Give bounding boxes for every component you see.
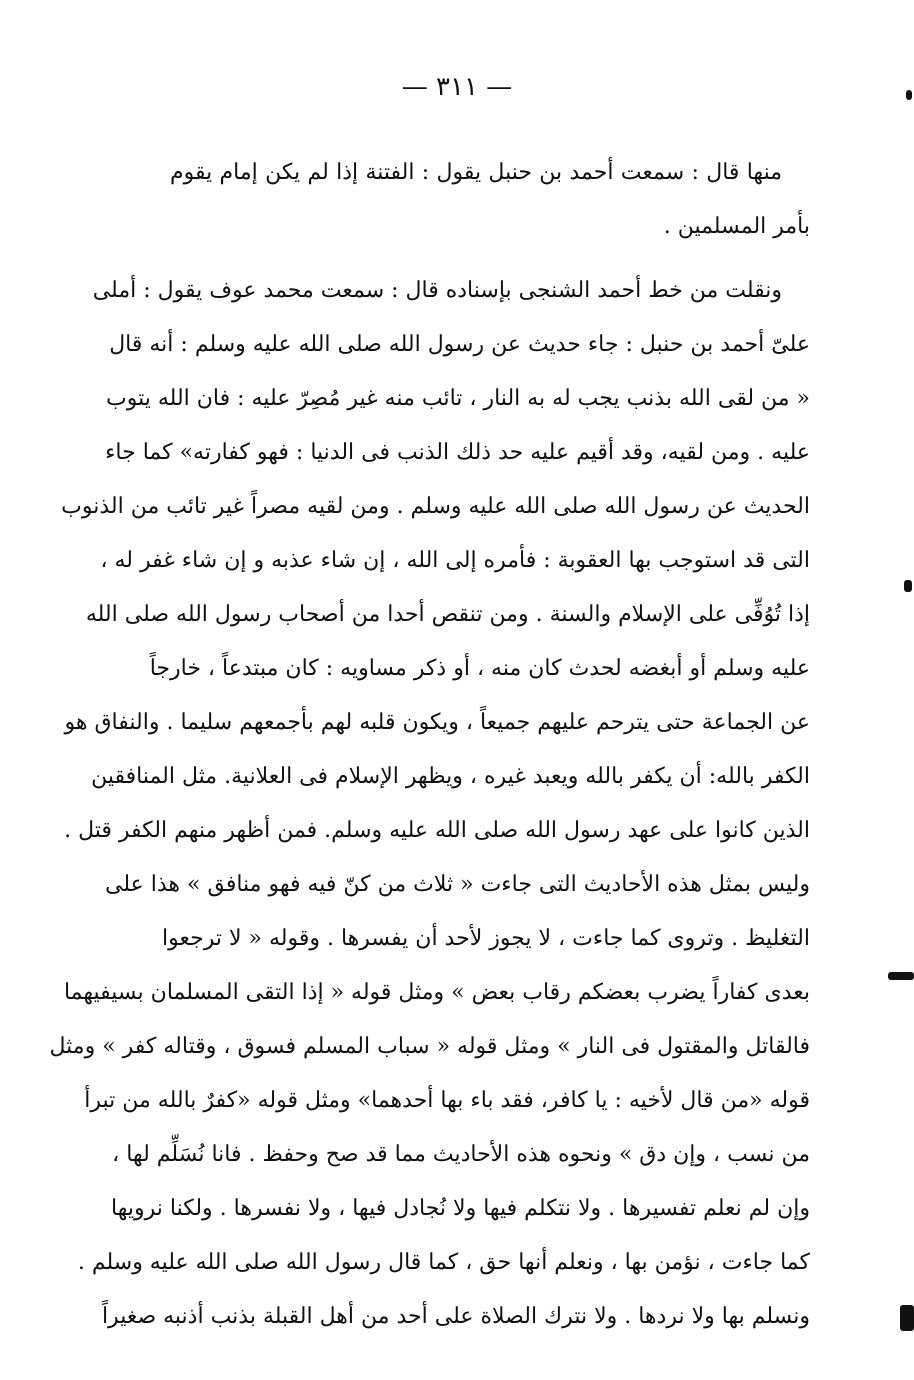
scan-mark [888, 972, 914, 980]
text-line: عن الجماعة حتى يترحم عليهم جميعاً ، ويكون قلبه لهم بأجمعهم سليما . والنفاق هو [64, 710, 810, 735]
text-line: وليس بمثل هذه الأحاديث التى جاءت « ثلاث من كنّ فيه فهو منافق » هذا على [105, 872, 810, 897]
page-number: — ٣١١ — [401, 72, 513, 102]
text-line: بأمر المسلمين . [663, 214, 810, 239]
scan-mark [906, 90, 912, 100]
text-line: « من لقى الله بذنب يجب له به النار ، تائب منه غير مُصِرّ عليه : فان الله يتوب [106, 386, 810, 411]
text-line: وإن لم نعلم تفسيرها . ولا نتكلم فيها ولا نُجادل فيها ، ولا نفسرها . ولكنا نرويها [111, 1196, 810, 1221]
text-line: من نسب ، وإن دق » ونحوه هذه الأحاديث مما قد صح وحفظ . فانا نُسَلِّم لها ، [112, 1142, 810, 1167]
text-line: الذين كانوا على عهد رسول الله صلى الله عليه وسلم. فمن أظهر منهم الكفر قتل . [64, 818, 810, 843]
text-line: عليه وسلم أو أبغضه لحدث كان منه ، أو ذكر مساويه : كان مبتدعاً ، خارجاً [149, 656, 810, 681]
text-line: عليه . ومن لقيه، وقد أقيم عليه حد ذلك الذنب فى الدنيا : فهو كفارته» كما جاء [105, 440, 810, 465]
text-line: كما جاءت ، نؤمن بها ، ونعلم أنها حق ، كما قال رسول الله صلى الله عليه وسلم . [77, 1250, 810, 1275]
text-line: علىّ أحمد بن حنبل : جاء حديث عن رسول الله صلى الله عليه وسلم : أنه قال [109, 332, 810, 357]
text-line: فالقاتل والمقتول فى النار » ومثل قوله « سباب المسلم فسوق ، وقتاله كفر » ومثل [49, 1034, 810, 1059]
text-line: ونقلت من خط أحمد الشنجى بإسناده قال : سمعت محمد عوف يقول : أملى [92, 278, 782, 303]
text-line: التى قد استوجب بها العقوبة : فأمره إلى الله ، إن شاء عذبه و إن شاء غفر له ، [100, 548, 810, 573]
scan-mark [904, 580, 912, 592]
text-line: التغليظ . وتروى كما جاءت ، لا يجوز لأحد أن يفسرها . وقوله « لا ترجعوا [162, 926, 810, 951]
text-line: قوله «من قال لأخيه : يا كافر، فقد باء بها أحدهما» ومثل قوله «كفرٌ بالله من تبرأ [84, 1088, 810, 1113]
text-line: إذا تُوُفِّى على الإسلام والسنة . ومن تنقص أحدا من أصحاب رسول الله صلى الله [85, 602, 810, 627]
text-line: بعدى كفاراً يضرب بعضكم رقاب بعض » ومثل قوله « إذا التقى المسلمان بسيفيهما [63, 980, 810, 1005]
paragraph-gap [170, 254, 810, 264]
body-text [49, 146, 810, 1344]
text-line: منها قال : سمعت أحمد بن حنبل يقول : الفتنة إذا لم يكن إمام يقوم [170, 160, 782, 185]
text-line: الكفر بالله: أن يكفر بالله ويعبد غيره ، ويظهر الإسلام فى العلانية. مثل المنافقين [91, 764, 810, 789]
text-line: الحديث عن رسول الله صلى الله عليه وسلم . ومن لقيه مصراً غير تائب من الذنوب [61, 494, 810, 519]
scan-mark [900, 1305, 914, 1331]
text-line: ونسلم بها ولا نردها . ولا نترك الصلاة على أحد من أهل القبلة بذنب أذنبه صغيراً [101, 1304, 810, 1329]
